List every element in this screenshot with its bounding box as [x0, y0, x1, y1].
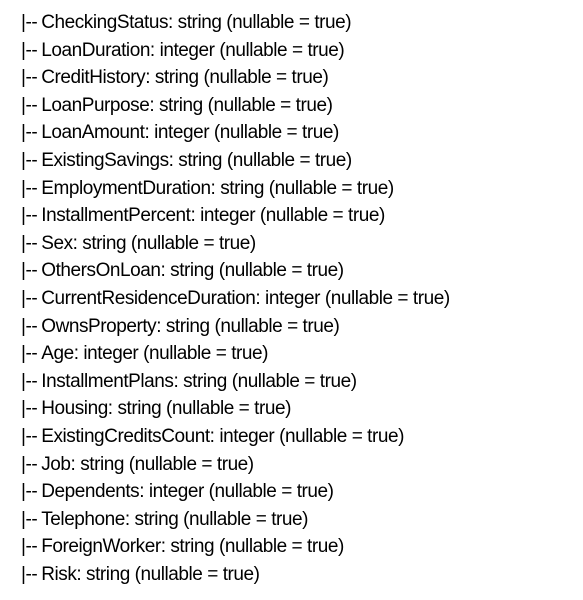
schema-field — [21, 561, 450, 589]
tree-branch: |-- — [21, 205, 38, 227]
field-definition: LoanDuration: integer (nullable = true) — [41, 39, 345, 61]
tree-branch: |-- — [21, 260, 38, 282]
field-definition: Dependents: integer (nullable = true) — [41, 481, 334, 503]
schema-field — [21, 9, 450, 37]
tree-branch: |-- — [21, 232, 38, 254]
schema-field — [21, 285, 450, 313]
schema-field — [21, 313, 450, 341]
tree-branch: |-- — [21, 315, 38, 337]
field-definition: Risk: string (nullable = true) — [41, 563, 260, 585]
schema-tree — [21, 9, 450, 588]
field-definition: LoanAmount: integer (nullable = true) — [41, 122, 339, 144]
tree-branch: |-- — [21, 12, 38, 33]
schema-field — [21, 340, 450, 368]
tree-branch: |-- — [21, 94, 38, 116]
field-definition: OthersOnLoan: string (nullable = true) — [41, 260, 344, 282]
schema-field — [21, 368, 450, 396]
tree-branch: |-- — [21, 343, 38, 365]
schema-field — [21, 175, 450, 203]
schema-field — [21, 257, 450, 285]
tree-branch: |-- — [21, 39, 38, 61]
tree-branch: |-- — [21, 425, 38, 447]
tree-branch: |-- — [21, 67, 38, 89]
field-definition: LoanPurpose: string (nullable = true) — [41, 94, 333, 116]
schema-field — [21, 37, 450, 65]
schema-field — [21, 92, 450, 120]
field-definition: InstallmentPlans: string (nullable = true) — [41, 370, 357, 392]
schema-field — [21, 395, 450, 423]
schema-field — [21, 230, 450, 258]
tree-branch: |-- — [21, 177, 38, 199]
field-definition: CurrentResidenceDuration: integer (nullable = true) — [41, 287, 450, 309]
tree-branch: |-- — [21, 287, 38, 309]
tree-branch: |-- — [21, 536, 38, 558]
tree-branch: |-- — [21, 563, 38, 585]
field-definition: ExistingCreditsCount: integer (nullable = true) — [41, 425, 404, 447]
tree-branch: |-- — [21, 122, 38, 144]
field-definition: ForeignWorker: string (nullable = true) — [41, 536, 344, 558]
schema-field — [21, 119, 450, 147]
field-definition: CheckingStatus: string (nullable = true) — [41, 12, 352, 33]
field-definition: OwnsProperty: string (nullable = true) — [41, 315, 340, 337]
field-definition: Telephone: string (nullable = true) — [41, 508, 309, 530]
schema-field — [21, 506, 450, 534]
schema-field — [21, 451, 450, 479]
schema-field — [21, 202, 450, 230]
field-definition: CreditHistory: string (nullable = true) — [41, 67, 329, 89]
schema-field — [21, 533, 450, 561]
field-definition: EmploymentDuration: string (nullable = true) — [41, 177, 394, 199]
tree-branch: |-- — [21, 370, 38, 392]
schema-field — [21, 478, 450, 506]
schema-field — [21, 147, 450, 175]
field-definition: Sex: string (nullable = true) — [41, 232, 256, 254]
tree-branch: |-- — [21, 481, 38, 503]
tree-branch: |-- — [21, 453, 38, 475]
field-definition: Job: string (nullable = true) — [41, 453, 254, 475]
tree-branch: |-- — [21, 149, 38, 171]
tree-branch: |-- — [21, 398, 38, 420]
field-definition: InstallmentPercent: integer (nullable = true) — [41, 205, 385, 227]
field-definition: Housing: string (nullable = true) — [41, 398, 291, 420]
field-definition: Age: integer (nullable = true) — [41, 343, 269, 365]
schema-field — [21, 423, 450, 451]
tree-branch: |-- — [21, 508, 38, 530]
field-definition: ExistingSavings: string (nullable = true) — [41, 149, 352, 171]
schema-field — [21, 64, 450, 92]
